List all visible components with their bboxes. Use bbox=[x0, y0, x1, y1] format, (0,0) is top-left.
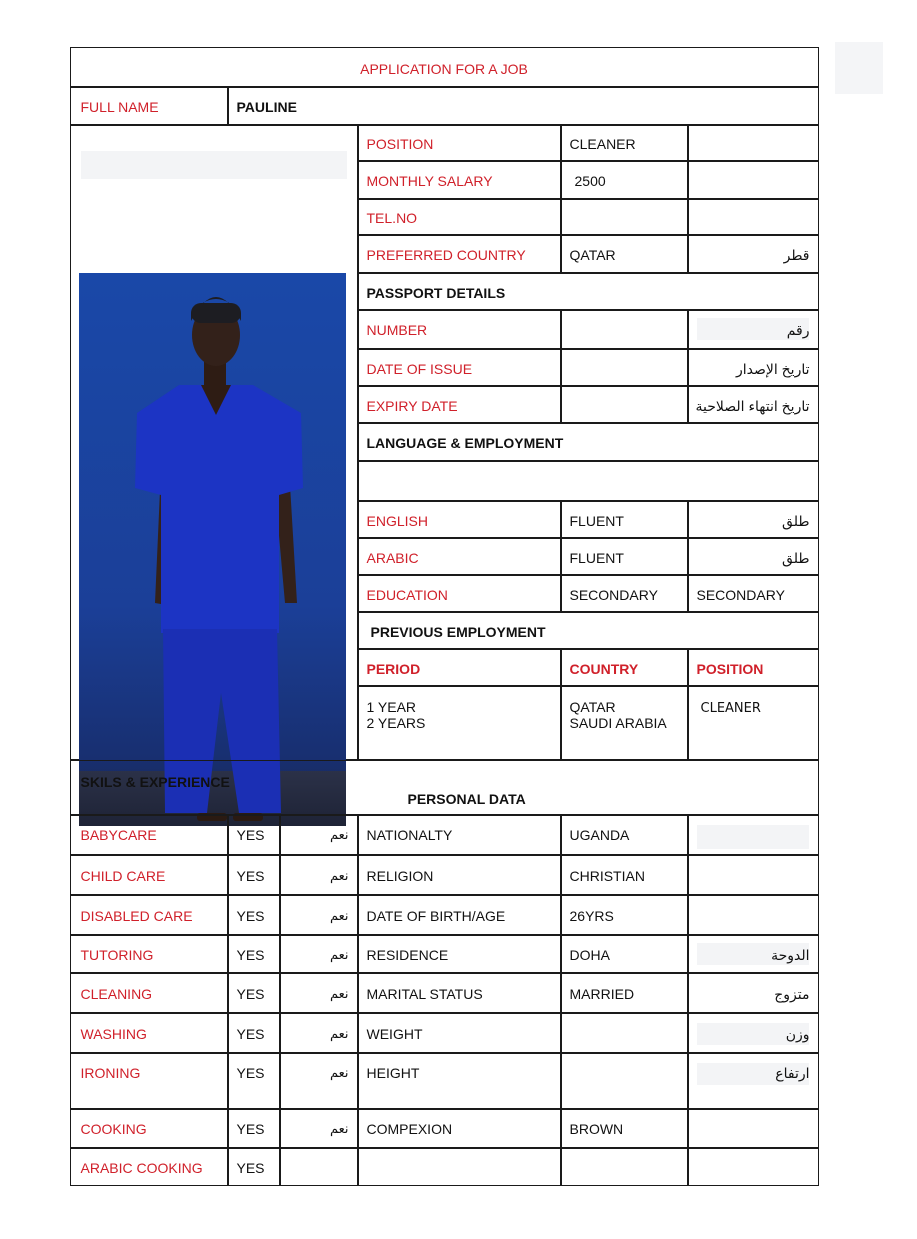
language-header-cell bbox=[358, 423, 819, 461]
personal-value-cell bbox=[561, 1148, 688, 1186]
skill-label-cell bbox=[70, 973, 228, 1013]
language-header: LANGUAGE & EMPLOYMENT bbox=[366, 434, 564, 451]
salary-ar-cell bbox=[688, 161, 819, 199]
personal-ar: متزوج bbox=[774, 985, 810, 1002]
prev-position-cell bbox=[688, 686, 819, 760]
personal-label: HEIGHT bbox=[366, 1064, 420, 1081]
personal-value-cell bbox=[561, 815, 688, 855]
prev-position-header: POSITION bbox=[696, 660, 764, 677]
personal-ar-cell bbox=[688, 1148, 819, 1186]
skill-ar: نعم bbox=[329, 1064, 349, 1080]
skill-label: CLEANING bbox=[80, 985, 153, 1002]
country-label: PREFERRED COUNTRY bbox=[366, 246, 526, 263]
personal-header: PERSONAL DATA bbox=[407, 790, 526, 807]
arabic-ar-cell bbox=[688, 538, 819, 575]
skill-ar-cell bbox=[280, 1053, 358, 1109]
skill-ar: نعم bbox=[329, 1120, 349, 1136]
personal-ar-cell bbox=[688, 815, 819, 855]
personal-ar-cell bbox=[688, 1053, 819, 1109]
english-value: FLUENT bbox=[569, 512, 624, 529]
skill-ar: نعم bbox=[329, 1025, 349, 1041]
personal-label: RELIGION bbox=[366, 867, 434, 884]
passport-number-ar: رقم bbox=[786, 321, 810, 338]
skill-value: YES bbox=[236, 1120, 265, 1137]
country-1: QATAR bbox=[569, 698, 616, 715]
personal-value-cell bbox=[561, 895, 688, 935]
full-name-value-cell bbox=[228, 87, 819, 125]
skill-label-cell bbox=[70, 1053, 228, 1109]
personal-ar-cell bbox=[688, 895, 819, 935]
english-value-cell bbox=[561, 501, 688, 538]
personal-label: WEIGHT bbox=[366, 1025, 423, 1042]
english-label-cell bbox=[358, 501, 561, 538]
skill-label-cell bbox=[70, 1013, 228, 1053]
skill-ar-cell bbox=[280, 935, 358, 973]
skill-value: YES bbox=[236, 907, 265, 924]
skill-value-cell bbox=[228, 855, 280, 895]
personal-label: NATIONALTY bbox=[366, 826, 453, 843]
skill-value: YES bbox=[236, 867, 265, 884]
issue-label: DATE OF ISSUE bbox=[366, 360, 473, 377]
passport-header: PASSPORT DETAILS bbox=[366, 284, 506, 301]
personal-label: MARITAL STATUS bbox=[366, 985, 483, 1002]
personal-ar-cell bbox=[688, 973, 819, 1013]
skill-value-cell bbox=[228, 1109, 280, 1148]
country-ar: قطر bbox=[783, 246, 810, 263]
arabic-label: ARABIC bbox=[366, 549, 419, 566]
periods-cell bbox=[358, 686, 561, 760]
country-2: SAUDI ARABIA bbox=[569, 714, 667, 731]
skill-value-cell bbox=[228, 895, 280, 935]
personal-ar-cell bbox=[688, 1013, 819, 1053]
passport-number-label-cell bbox=[358, 310, 561, 349]
skill-ar-cell bbox=[280, 1013, 358, 1053]
personal-label: DATE OF BIRTH/AGE bbox=[366, 907, 506, 924]
personal-value-cell bbox=[561, 973, 688, 1013]
skill-value: YES bbox=[236, 1159, 265, 1176]
personal-value-cell bbox=[561, 855, 688, 895]
english-ar-cell bbox=[688, 501, 819, 538]
passport-header-cell bbox=[358, 273, 819, 310]
skill-value: YES bbox=[236, 985, 265, 1002]
country-header-cell bbox=[561, 649, 688, 686]
skill-value: YES bbox=[236, 1025, 265, 1042]
skill-ar: نعم bbox=[329, 946, 349, 962]
countries-cell bbox=[561, 686, 688, 760]
personal-label-cell bbox=[358, 973, 561, 1013]
personal-value-cell bbox=[561, 1053, 688, 1109]
skill-label: COOKING bbox=[80, 1120, 147, 1137]
personal-label-cell bbox=[358, 1109, 561, 1148]
passport-number-value-cell bbox=[561, 310, 688, 349]
skill-label: DISABLED CARE bbox=[80, 907, 193, 924]
personal-label-cell bbox=[358, 815, 561, 855]
skill-ar: نعم bbox=[329, 985, 349, 1001]
period-2: 2 YEARS bbox=[366, 714, 426, 731]
name-placeholder-bar bbox=[81, 151, 347, 179]
personal-label-cell bbox=[358, 855, 561, 895]
personal-value: CHRISTIAN bbox=[569, 867, 645, 884]
passport-number-ar-cell bbox=[688, 310, 819, 349]
personal-ar-cell bbox=[688, 1109, 819, 1148]
arabic-ar: طلق bbox=[782, 549, 810, 566]
country-ar-cell bbox=[688, 235, 819, 273]
prev-position: CLEANER bbox=[700, 700, 761, 716]
issue-ar: تاريخ الإصدار bbox=[735, 360, 810, 377]
skill-label-cell bbox=[70, 935, 228, 973]
personal-value: MARRIED bbox=[569, 985, 635, 1002]
personal-value-cell bbox=[561, 935, 688, 973]
expiry-value-cell bbox=[561, 386, 688, 423]
previous-header-cell bbox=[358, 612, 819, 649]
arabic-value: FLUENT bbox=[569, 549, 624, 566]
skill-value-cell bbox=[228, 1148, 280, 1186]
personal-label-cell bbox=[358, 1053, 561, 1109]
period-header: PERIOD bbox=[366, 660, 421, 677]
personal-label-cell bbox=[358, 935, 561, 973]
salary-value-cell bbox=[561, 161, 688, 199]
position-ar-cell bbox=[688, 125, 819, 161]
country-header: COUNTRY bbox=[569, 660, 639, 677]
passport-number-label: NUMBER bbox=[366, 321, 428, 338]
salary-label-cell bbox=[358, 161, 561, 199]
corner-placeholder bbox=[835, 42, 883, 94]
skill-ar: نعم bbox=[329, 867, 349, 883]
shade-bar bbox=[697, 825, 809, 849]
personal-ar-cell bbox=[688, 855, 819, 895]
skill-label-cell bbox=[70, 815, 228, 855]
issue-ar-cell bbox=[688, 349, 819, 386]
photo-cell bbox=[70, 125, 358, 760]
position-label-cell bbox=[358, 125, 561, 161]
personal-ar: وزن bbox=[785, 1025, 810, 1042]
personal-value: 26YRS bbox=[569, 907, 614, 924]
education-label: EDUCATION bbox=[366, 586, 448, 603]
period-1: 1 YEAR bbox=[366, 698, 417, 715]
skill-label-cell bbox=[70, 1148, 228, 1186]
skill-label: ARABIC COOKING bbox=[80, 1159, 203, 1176]
person-illustration bbox=[79, 273, 346, 826]
skill-ar-cell bbox=[280, 1148, 358, 1186]
personal-label-cell bbox=[358, 895, 561, 935]
skill-label: TUTORING bbox=[80, 946, 154, 963]
sections-header-row bbox=[70, 760, 819, 815]
education-value-cell bbox=[561, 575, 688, 612]
issue-value-cell bbox=[561, 349, 688, 386]
expiry-ar: تاريخ انتهاء الصلاحية bbox=[695, 397, 810, 414]
skill-value-cell bbox=[228, 1053, 280, 1109]
personal-value-cell bbox=[561, 1013, 688, 1053]
personal-label: COMPEXION bbox=[366, 1120, 453, 1137]
education-value2-cell bbox=[688, 575, 819, 612]
period-header-cell bbox=[358, 649, 561, 686]
personal-label: RESIDENCE bbox=[366, 946, 449, 963]
skill-ar-cell bbox=[280, 1109, 358, 1148]
country-value-cell bbox=[561, 235, 688, 273]
skill-value: YES bbox=[236, 946, 265, 963]
previous-header: PREVIOUS EMPLOYMENT bbox=[370, 623, 546, 640]
personal-value: DOHA bbox=[569, 946, 610, 963]
personal-label-cell bbox=[358, 1013, 561, 1053]
education-label-cell bbox=[358, 575, 561, 612]
skill-ar: نعم bbox=[329, 826, 349, 842]
job-application-form bbox=[70, 47, 819, 1186]
skill-value-cell bbox=[228, 815, 280, 855]
position-value-cell bbox=[561, 125, 688, 161]
skill-ar-cell bbox=[280, 855, 358, 895]
applicant-photo bbox=[79, 273, 346, 826]
tel-ar-cell bbox=[688, 199, 819, 235]
country-label-cell bbox=[358, 235, 561, 273]
skill-label-cell bbox=[70, 855, 228, 895]
expiry-label-cell bbox=[358, 386, 561, 423]
title-cell bbox=[70, 47, 819, 87]
tel-value-cell bbox=[561, 199, 688, 235]
personal-value-cell bbox=[561, 1109, 688, 1148]
education-value: SECONDARY bbox=[569, 586, 658, 603]
form-title: APPLICATION FOR A JOB bbox=[360, 60, 528, 77]
skill-value: YES bbox=[236, 1064, 265, 1081]
skill-value-cell bbox=[228, 935, 280, 973]
skills-header: SKILS & EXPERIENCE bbox=[80, 773, 230, 790]
english-ar: طلق bbox=[782, 512, 810, 529]
full-name-label: FULL NAME bbox=[80, 98, 159, 115]
full-name-label-cell bbox=[70, 87, 228, 125]
personal-value: UGANDA bbox=[569, 826, 630, 843]
personal-ar: ارتفاع bbox=[775, 1064, 810, 1081]
salary-label: MONTHLY SALARY bbox=[366, 172, 493, 189]
position-label: POSITION bbox=[366, 135, 434, 152]
skill-label-cell bbox=[70, 895, 228, 935]
expiry-label: EXPIRY DATE bbox=[366, 397, 458, 414]
prev-position-header-cell bbox=[688, 649, 819, 686]
skill-value: YES bbox=[236, 826, 265, 843]
skill-label: BABYCARE bbox=[80, 826, 157, 843]
personal-ar-cell bbox=[688, 935, 819, 973]
arabic-value-cell bbox=[561, 538, 688, 575]
position-value: CLEANER bbox=[569, 135, 636, 152]
skill-ar-cell bbox=[280, 973, 358, 1013]
skill-value-cell bbox=[228, 973, 280, 1013]
language-blank-row bbox=[358, 461, 819, 501]
issue-label-cell bbox=[358, 349, 561, 386]
english-label: ENGLISH bbox=[366, 512, 428, 529]
skill-ar: نعم bbox=[329, 907, 349, 923]
skill-label: IRONING bbox=[80, 1064, 141, 1081]
arabic-label-cell bbox=[358, 538, 561, 575]
salary-value: 2500 bbox=[574, 172, 606, 189]
tel-label: TEL.NO bbox=[366, 209, 418, 226]
skill-label: CHILD CARE bbox=[80, 867, 166, 884]
personal-value: BROWN bbox=[569, 1120, 624, 1137]
skill-ar-cell bbox=[280, 815, 358, 855]
tel-label-cell bbox=[358, 199, 561, 235]
country-value: QATAR bbox=[569, 246, 616, 263]
skill-ar-cell bbox=[280, 895, 358, 935]
expiry-ar-cell bbox=[688, 386, 819, 423]
skill-label-cell bbox=[70, 1109, 228, 1148]
education-value2: SECONDARY bbox=[696, 586, 785, 603]
full-name-value: PAULINE bbox=[236, 98, 297, 115]
personal-label-cell bbox=[358, 1148, 561, 1186]
personal-ar: الدوحة bbox=[771, 946, 810, 963]
skill-label: WASHING bbox=[80, 1025, 147, 1042]
skill-value-cell bbox=[228, 1013, 280, 1053]
